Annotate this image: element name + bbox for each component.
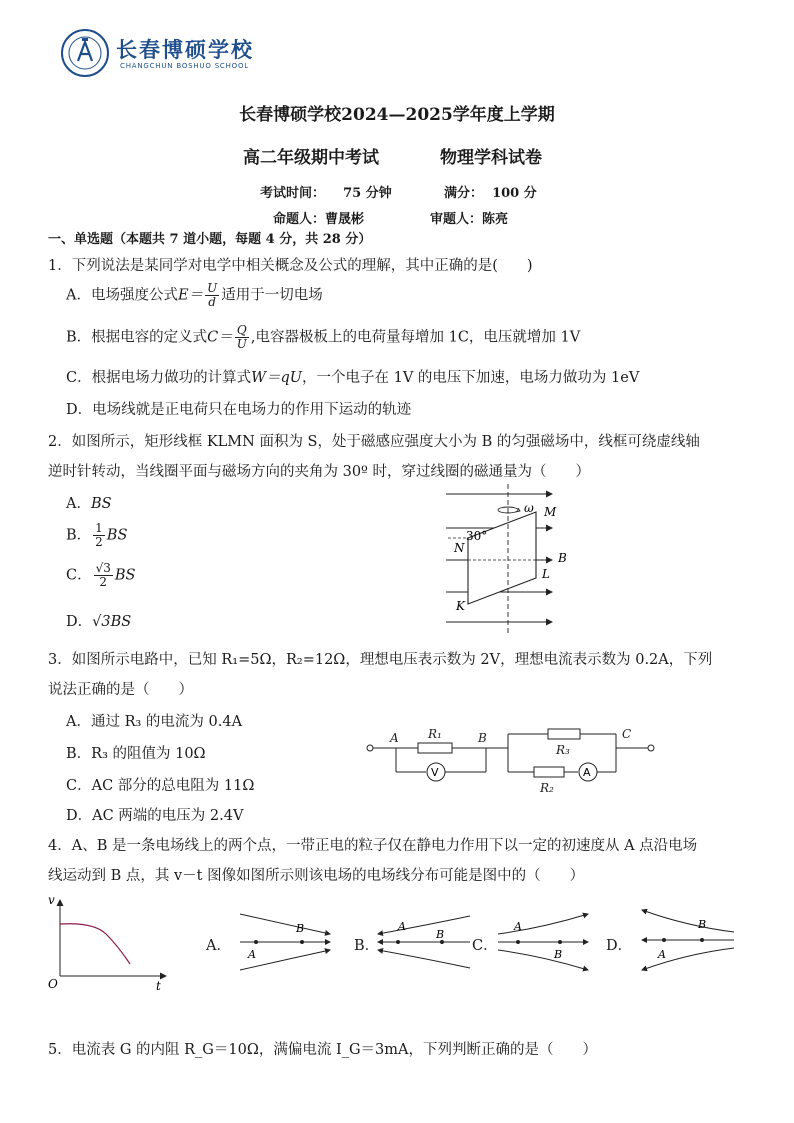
q2-b-num: 1 (95, 521, 103, 535)
q1-a-text: A．电场强度公式 (66, 287, 178, 304)
q4-option-a-label: A． (206, 938, 231, 954)
point-A: A (514, 920, 522, 933)
point-A: A (398, 920, 406, 933)
q1-a-num: U (207, 281, 218, 295)
q1-a-den: d (208, 295, 216, 309)
point-B: B (554, 948, 563, 961)
q1-c-text: C．根据电场力做功的计算式 (66, 370, 252, 386)
q1-stem: 1．下列说法是某同学对电学中相关概念及公式的理解，其中正确的是( ) (48, 258, 533, 274)
q4-vt-graph (44, 892, 174, 992)
q1-c-formula: W＝qU (251, 370, 302, 386)
school-name-cn: 长春博硕学校 (116, 37, 254, 62)
q4-option-b-label: B． (354, 938, 380, 954)
q2-option-d (66, 610, 131, 631)
q3-option-d: D．AC 两端的电压为 2.4V (66, 808, 244, 824)
fig-K: K (456, 599, 465, 613)
origin-label: O (48, 977, 58, 991)
q2-c-num: √3 (95, 561, 111, 575)
q1-option-a (66, 282, 323, 309)
q2-b-label: B． (66, 527, 92, 544)
q2-b-den: 2 (95, 535, 103, 549)
label-R1: R₁ (428, 727, 442, 741)
author-name: 曹晟彬 (325, 212, 365, 227)
q5-stem: 5．电流表 G 的内阻 R_G＝10Ω，满偏电流 I_G＝3mA，下列判断正确的是（ ） (48, 1042, 597, 1058)
label-R3: R₃ (556, 743, 570, 757)
time-label: 考试时间： (260, 186, 326, 201)
reviewer-label: 审题人： (430, 212, 483, 227)
q2-option-b (66, 522, 127, 549)
score-label: 满分： (444, 186, 484, 201)
q2-d-label: D． (66, 614, 93, 630)
q1-b-text: B．根据电容的定义式 (66, 329, 208, 346)
v-label: v (48, 893, 55, 907)
q3-stem-line1: 3．如图所示电路中，已知 R₁=5Ω，R₂=12Ω，理想电压表示数为 2V，理想电流表示数为 0.2A，下列 (48, 652, 713, 668)
q4-stem-line1: 4．A、B 是一条电场线上的两个点，一带正电的粒子仅在静电力作用下以一定的初速度从 A 点沿电场 (48, 838, 698, 854)
q2-option-a (66, 492, 112, 513)
coil-frame (468, 512, 536, 604)
label-R2: R₂ (540, 781, 554, 795)
q1-c-tail: ，一个电子在 1V 的电压下加速，电场力做功为 1eV (302, 370, 640, 386)
q1-b-num: Q (235, 324, 249, 338)
q4-option-a-field (234, 906, 338, 978)
q1-b-tail: ,电容器极板上的电荷量每增加 1C，电压就增加 1V (250, 329, 581, 346)
q2-a-value: BS (90, 496, 112, 512)
q4-option-d-field (636, 904, 740, 976)
q2-c-tail: BS (114, 567, 136, 584)
author-label: 命题人： (273, 212, 326, 227)
reviewer-name: 陈亮 (482, 212, 509, 227)
section-heading (48, 228, 371, 247)
resistor-r1 (418, 743, 452, 753)
point-B: B (436, 928, 445, 941)
q3-option-b: B．R₃ 的阻值为 10Ω (66, 746, 206, 762)
fig-B: B (558, 551, 567, 565)
point-B: B (698, 918, 707, 931)
school-logo (60, 28, 110, 78)
exam-subtitle-subject: 物理学科试卷 (440, 148, 542, 168)
fig-M: M (544, 505, 557, 519)
time-value: 75 分钟 (343, 186, 392, 201)
q3-stem-line2: 说法正确的是（ ） (48, 682, 193, 698)
q4-option-c-field (492, 906, 596, 978)
ammeter-label: A (583, 766, 591, 779)
q1-a-fraction (205, 282, 219, 309)
point-A: A (658, 948, 666, 961)
q2-option-c (66, 562, 135, 589)
vt-curve (60, 924, 130, 964)
q2-c-label: C． (66, 567, 92, 584)
q2-d-value: √3BS (92, 614, 132, 630)
resistor-r2 (534, 767, 564, 777)
q1-option-d: D．电场线就是正电荷只在电场力的作用下运动的轨迹 (66, 402, 412, 418)
school-name-en: CHANGCHUN BOSHUO SCHOOL (120, 62, 250, 70)
point-A: A (248, 948, 256, 961)
q1-a-tail: 适用于一切电场 (221, 287, 323, 304)
q2-a-label: A． (66, 496, 91, 512)
exam-score (444, 182, 537, 201)
q3-option-c: C．AC 部分的总电阻为 11Ω (66, 778, 255, 794)
q4-stem-line2: 线运动到 B 点，其 v－t 图像如图所示则该电场的电场线分布可能是图中的（ ） (48, 868, 585, 884)
node-B: B (478, 731, 487, 745)
q2-figure (440, 482, 580, 638)
fig-omega: ω (524, 501, 534, 515)
q4-option-c-label: C． (472, 938, 498, 954)
q1-option-b (66, 324, 580, 351)
q2-c-fraction (94, 562, 113, 589)
node-A: A (390, 731, 399, 745)
section-title: 一、单选题 (48, 232, 114, 247)
q4-option-b-field (372, 906, 476, 978)
exam-subtitle-grade: 高二年级期中考试 (243, 148, 379, 168)
score-value: 100 分 (492, 186, 537, 201)
fig-N: N (454, 541, 465, 555)
q1-b-lhs: C＝ (207, 329, 233, 346)
exam-time (260, 182, 392, 201)
t-label: t (156, 979, 161, 992)
q1-b-den: U (236, 337, 247, 351)
fig-L: L (542, 567, 550, 581)
section-note: （本题共 7 道小题，每题 4 分，共 28 分） (113, 232, 372, 247)
fig-angle: 30° (466, 529, 488, 543)
exam-author (273, 208, 364, 227)
q1-a-lhs: E＝ (177, 287, 204, 304)
q2-stem-line2: 逆时针转动，当线圈平面与磁场方向的夹角为 30º 时，穿过线圈的磁通量为（ ） (48, 464, 590, 480)
resistor-r3 (548, 729, 580, 739)
node-C: C (622, 727, 632, 741)
q3-option-a: A．通过 R₃ 的电流为 0.4A (66, 714, 243, 730)
q1-option-c (66, 366, 639, 387)
school-seal-icon (60, 28, 110, 78)
voltmeter-label: V (431, 766, 439, 779)
exam-title: 长春博硕学校2024—2025学年度上学期 (239, 105, 555, 125)
exam-reviewer (430, 208, 508, 227)
q2-stem-line1: 2．如图所示，矩形线框 KLMN 面积为 S，处于磁感应强度大小为 B 的匀强磁场中，线框可绕虚线轴 (48, 434, 700, 450)
q2-b-tail: BS (106, 527, 128, 544)
q2-c-den: 2 (99, 575, 108, 589)
q2-b-fraction (93, 522, 105, 549)
point-B: B (296, 922, 305, 935)
q1-b-fraction (235, 324, 249, 351)
q4-option-d-label: D． (606, 938, 633, 954)
q3-circuit (360, 716, 660, 796)
